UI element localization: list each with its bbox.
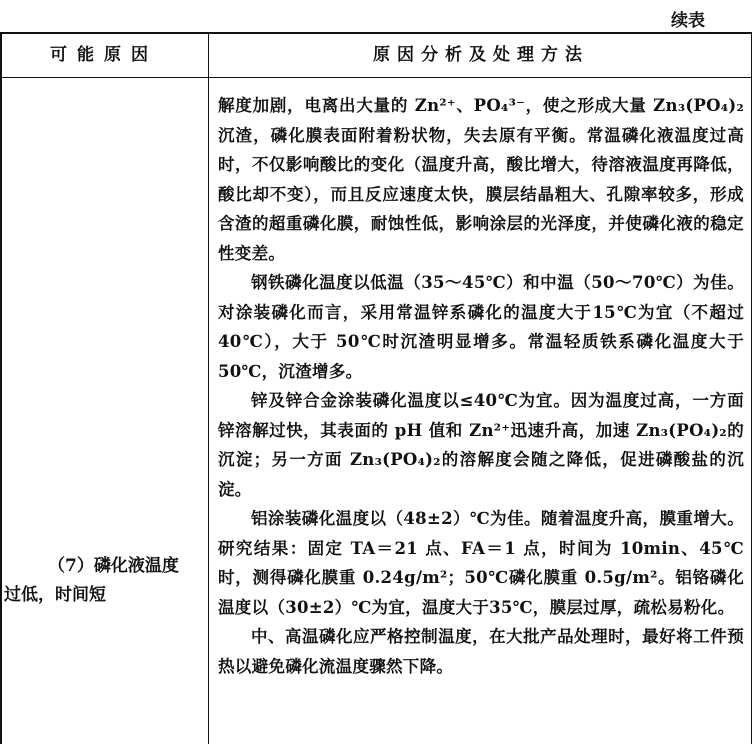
cause-cell [4, 552, 204, 610]
continuation-label: 续表 [671, 11, 705, 31]
table-border-right [751, 34, 752, 744]
analysis-cell [218, 91, 744, 681]
column-divider [208, 34, 209, 744]
cause-text-line1: （7）磷化液温度 [48, 556, 179, 576]
analysis-paragraph: 铝涂装磷化温度以（48±2）℃为佳。随着温度升高，膜重增大。研究结果：固定 TA＝21 点、FA＝1 点，时间为 10min、45℃时，测得磷化膜重 0.24g/m²；50℃磷化膜重 0.5g/m²。铝铬磷化温度以（30±2）℃为宜，温度大于35℃，膜层过厚，疏松易粉化。 [218, 509, 744, 617]
header-possible-cause: 可能原因 [50, 45, 158, 65]
table-border-left [0, 34, 2, 744]
cause-analysis-table [0, 32, 752, 744]
cause-text-line2: 过低，时间短 [4, 585, 106, 605]
table-header-row [0, 34, 752, 78]
header-analysis-method: 原因分析及处理方法 [373, 45, 589, 65]
analysis-paragraph: 中、高温磷化应严格控制温度，在大批产品处理时，最好将工件预热以避免磷化流温度骤然下降。 [218, 627, 744, 676]
analysis-paragraph: 钢铁磷化温度以低温（35～45℃）和中温（50～70℃）为佳。对涂装磷化而言，采用常温锌系磷化的温度大于15℃为宜（不超过 40℃），大于 50℃时沉渣明显增多。常温轻质铁系磷化温度大于 50℃，沉渣增多。 [218, 273, 744, 381]
analysis-paragraph: 锌及锌合金涂装磷化温度以≤40℃为宜。因为温度过高，一方面锌溶解过快，其表面的 pH 值和 Zn²⁺迅速升高，加速 Zn₃(PO₄)₂的沉淀；另一方面 Zn₃(PO₄)₂的溶解度会随之降低，促进磷酸盐的沉淀。 [218, 391, 744, 499]
analysis-paragraph: 解度加剧，电离出大量的 Zn²⁺、PO₄³⁻，使之形成大量 Zn₃(PO₄)₂沉渣，磷化膜表面附着粉状物，失去原有平衡。常温磷化液温度过高时，不仅影响酸比的变化（温度升高，酸比增大，待溶液温度再降低，酸比却不变），而且反应速度太快，膜层结晶粗大、孔隙率较多，形成含渣的超重磷化膜，耐蚀性低，影响涂层的光泽度，并使磷化液的稳定性变差。 [218, 96, 744, 263]
